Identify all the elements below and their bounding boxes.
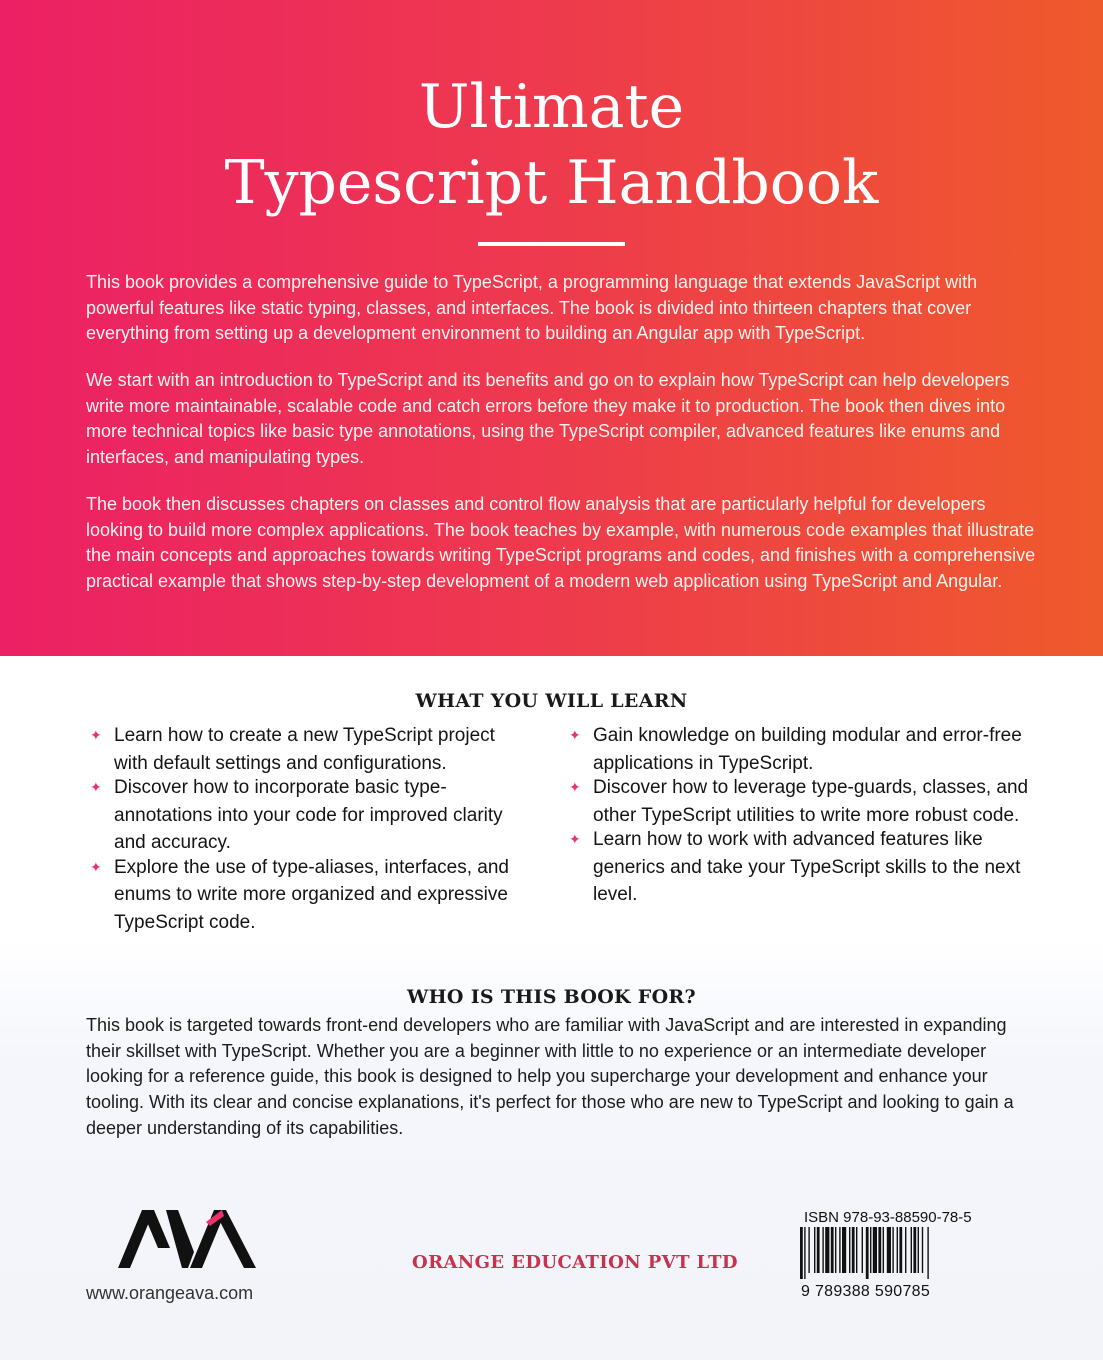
- learn-heading: WHAT YOU WILL LEARN: [415, 690, 688, 712]
- barcode-bar: [852, 1227, 855, 1273]
- barcode-bar: [918, 1227, 919, 1273]
- learn-item: [569, 826, 1039, 909]
- barcode-bar: [887, 1227, 891, 1273]
- barcode-bar: [842, 1227, 846, 1273]
- description-paragraph-1: This book provides a comprehensive guide to TypeScript, a programming language that extends JavaScript with powerful features like static typing, classes, and interfaces. The book is divided into thirteen chapters that cover everything from setting up a development environment to building an Angular app with TypeScript.: [86, 272, 978, 344]
- four-point-star-icon: ✦: [90, 779, 102, 795]
- barcode-bar: [839, 1227, 840, 1273]
- barcode-bar: [878, 1227, 881, 1273]
- four-point-star-icon: ✦: [569, 727, 581, 743]
- barcode-bar: [927, 1227, 928, 1279]
- barcode-bar: [897, 1227, 898, 1273]
- barcode-bar: [913, 1227, 916, 1273]
- learn-item-text: Explore the use of type-aliases, interfaces, and enums to write more organized and expressive TypeScript code.: [114, 856, 510, 933]
- book-title-line2: Typescript Handbook: [224, 148, 879, 218]
- barcode-bar: [870, 1227, 871, 1273]
- barcode-bar: [905, 1227, 906, 1273]
- barcode-bar: [822, 1227, 823, 1273]
- barcode-bar: [873, 1227, 877, 1273]
- barcode-bar: [899, 1227, 902, 1273]
- barcode-bar: [804, 1227, 805, 1279]
- description-paragraph-2: We start with an introduction to TypeScript and its benefits and go on to explain how TypeScript can help developers write more maintainable, scalable code and catch errors before they make it to production. The book then dives into more technical topics like basic type annotations, using the TypeScript compiler, advanced features like enums and interfaces, and manipulating types.: [86, 370, 1010, 468]
- learn-item-text: Gain knowledge on building modular and error-free applications in TypeScript.: [593, 725, 1022, 774]
- barcode-bar: [800, 1227, 803, 1279]
- barcode-bar: [849, 1227, 850, 1273]
- website-link[interactable]: www.orangeava.com: [86, 1283, 254, 1303]
- publisher-name: ORANGE EDUCATION PVT LTD: [412, 1252, 738, 1273]
- four-point-star-icon: ✦: [569, 831, 581, 847]
- title-divider: [478, 242, 625, 246]
- learn-item: [90, 774, 530, 857]
- learn-item-text: Learn how to create a new TypeScript project with default settings and configurations.: [114, 725, 495, 774]
- learn-item: [90, 854, 530, 937]
- ava-logo-icon: [118, 1208, 256, 1270]
- barcode-bar: [856, 1227, 857, 1273]
- audience-text: This book is targeted towards front-end developers who are familiar with JavaScript and are interested in expanding their skillset with TypeScript. Whether you are a beginner with little to no experience or an intermediate developer looking for a reference guide, this book is designed to help you supercharge your development and enhance your tooling. With its clear and concise explanations, it's perfect for those who are new to TypeScript and looking to gain a deeper understanding of its capabilities.: [86, 1015, 1014, 1138]
- description-paragraph-3: The book then discusses chapters on classes and control flow analysis that are particularly helpful for developers looking to build more complex applications. The book teaches by example, with numerous code examples that illustrate the main concepts and approaches towards writing TypeScript programs and codes, and finishes with a comprehensive practical example that shows step-by-step development of a modern web application using TypeScript and Angular.: [86, 494, 1036, 592]
- four-point-star-icon: ✦: [569, 779, 581, 795]
- barcode-digits: 9 789388 590785: [801, 1283, 931, 1300]
- four-point-star-icon: ✦: [90, 727, 102, 743]
- barcode-bar: [817, 1227, 820, 1273]
- learn-list-left: [90, 722, 530, 933]
- audience-and-footer: [0, 938, 1103, 1360]
- barcode-bar: [883, 1227, 884, 1273]
- book-title-line1: Ultimate: [418, 72, 685, 142]
- barcode-bar: [911, 1227, 912, 1273]
- cover-hero: [0, 0, 1103, 656]
- barcode-bar: [835, 1227, 836, 1273]
- learn-item: [90, 722, 530, 777]
- barcode-bar: [892, 1227, 893, 1273]
- audience-heading: WHO IS THIS BOOK FOR?: [407, 986, 696, 1008]
- learn-item-text: Learn how to work with advanced features like generics and take your TypeScript skills to the next level.: [593, 829, 1021, 905]
- barcode-bar: [831, 1227, 834, 1273]
- isbn-label: ISBN 978-93-88590-78-5: [804, 1209, 972, 1226]
- learn-list-right: [569, 722, 1039, 906]
- learn-item: [569, 722, 1039, 777]
- learn-item-text: Discover how to incorporate basic type-annotations into your code for improved clarity and accuracy.: [114, 777, 503, 853]
- what-you-will-learn-section: [0, 656, 1103, 938]
- barcode-bar: [922, 1227, 923, 1273]
- four-point-star-icon: ✦: [90, 858, 102, 875]
- barcode-bar: [825, 1227, 829, 1273]
- barcode-icon: [800, 1227, 968, 1279]
- barcode-bar: [814, 1227, 815, 1273]
- barcode-bar: [866, 1227, 869, 1279]
- barcode-bar: [862, 1227, 863, 1273]
- learn-item: [569, 774, 1039, 829]
- learn-item-text: Discover how to leverage type-guards, classes, and other TypeScript utilities to write more robust code.: [593, 777, 1029, 826]
- barcode-bar: [808, 1227, 809, 1273]
